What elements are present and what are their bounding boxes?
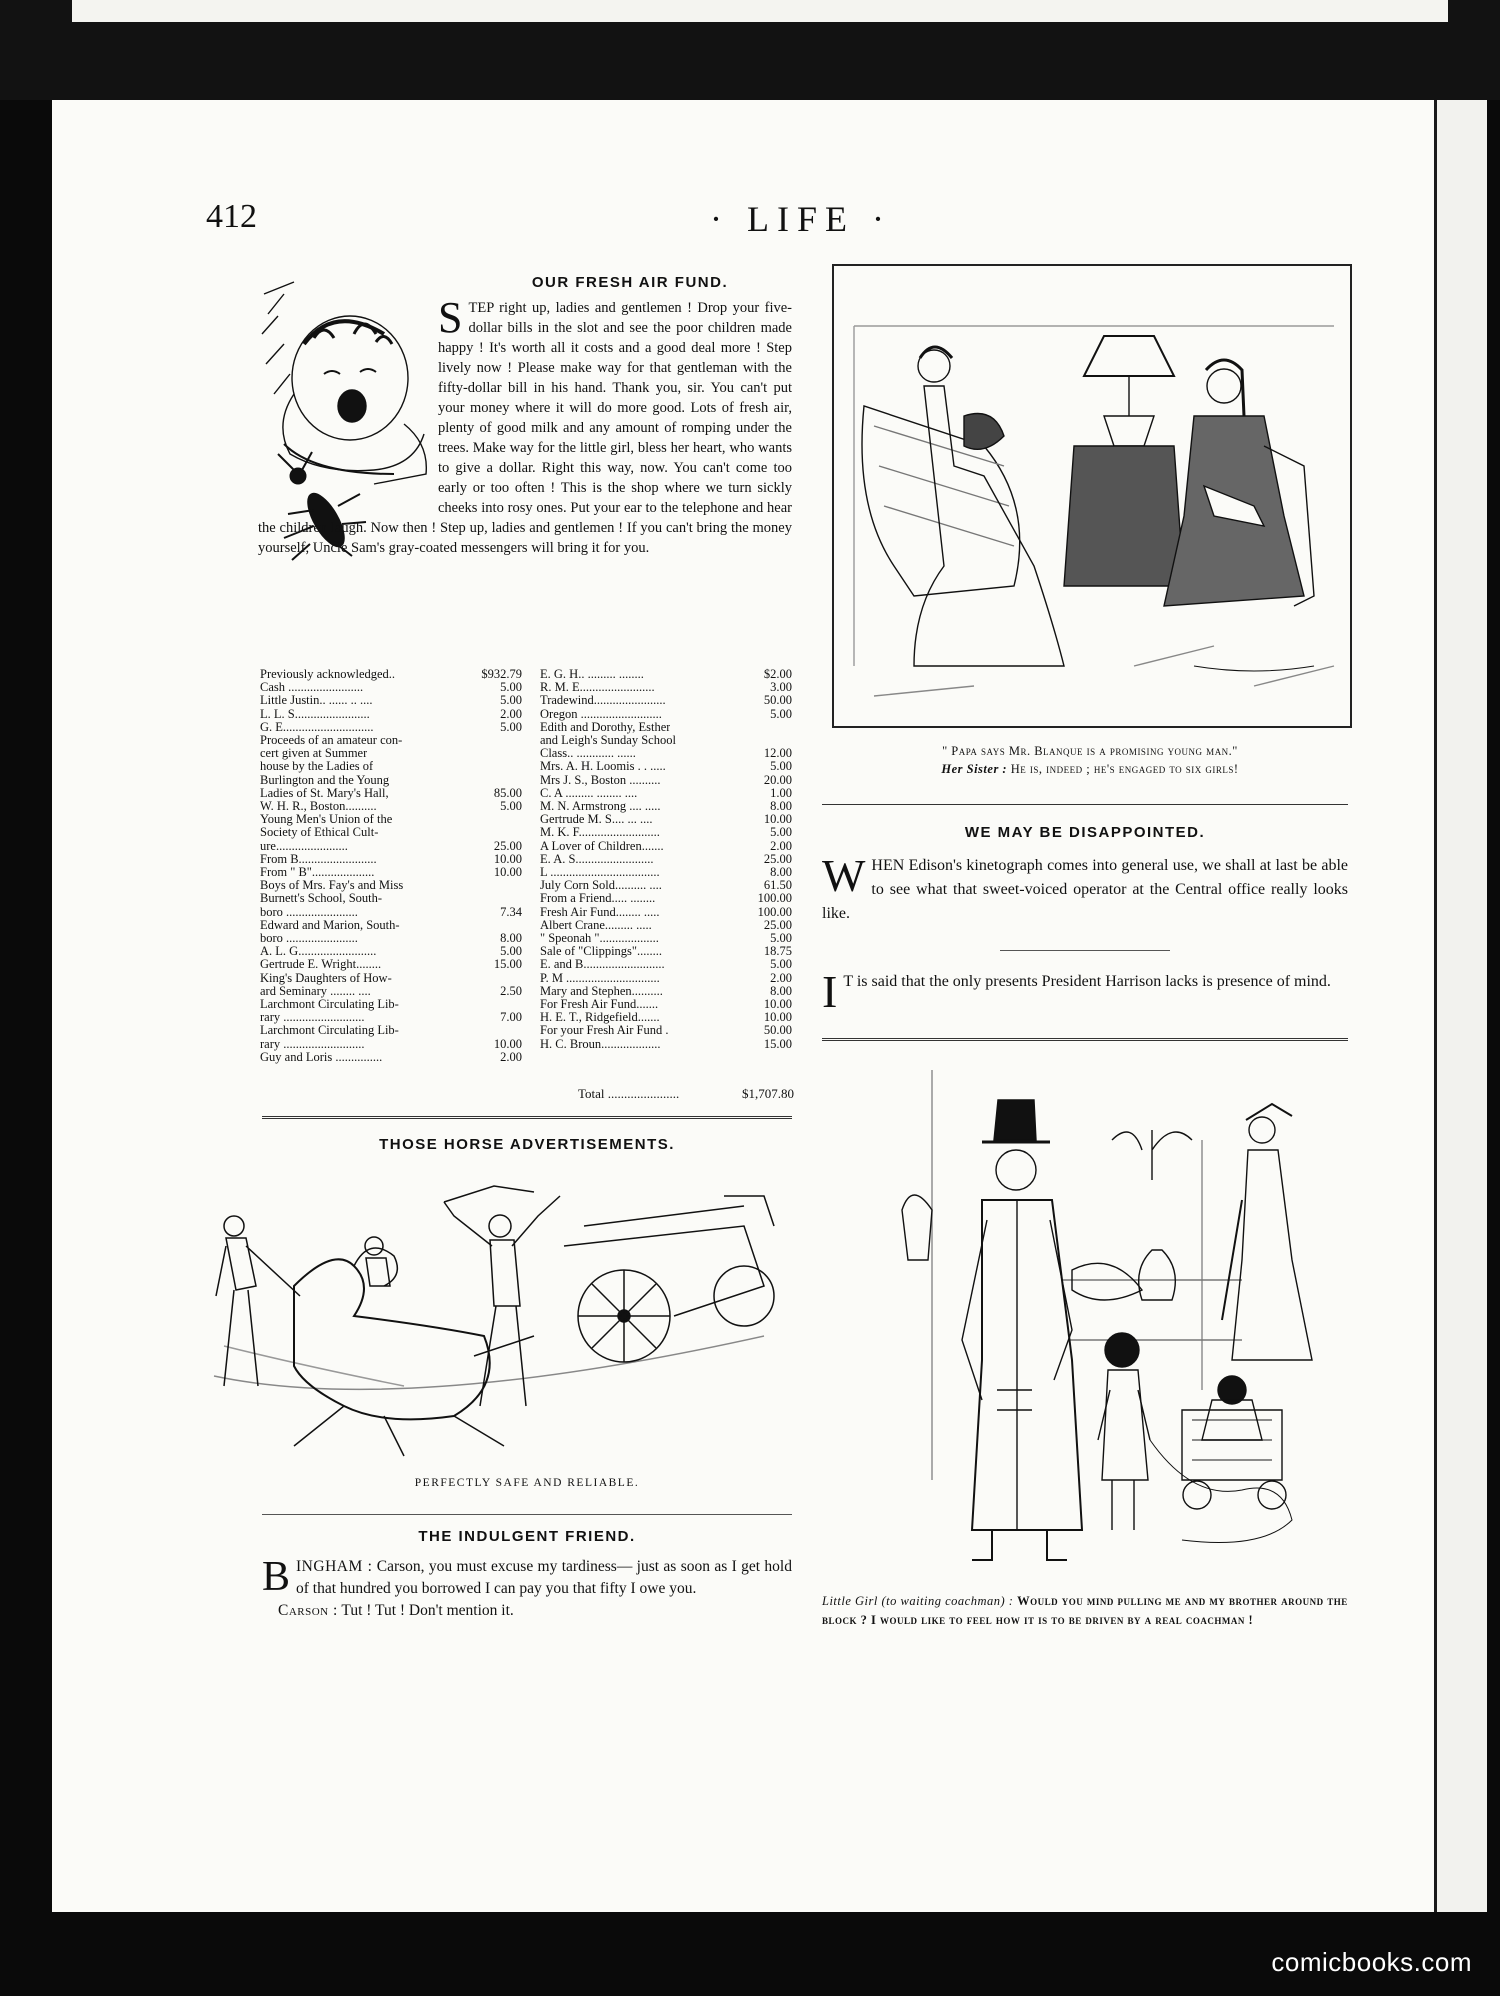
page-number: 412 (206, 198, 257, 235)
donor-name: Burnett's School, South- (260, 892, 383, 906)
donation-list-left (260, 668, 522, 1064)
harrison-text (822, 966, 1348, 1017)
donation-row (540, 892, 792, 905)
donor-name: M. K. F.......................... (540, 826, 660, 840)
donation-amount: 10.00 (493, 851, 522, 866)
donation-amount: $932.79 (481, 667, 522, 681)
fresh-air-body: TEP right up, ladies and gentlemen ! Drop your five-dollar bills in the slot and see the poor children made happy ! It's worth all it costs and a good deal more ! Step lively now ! Please make way for that gentleman with the fifty-dollar bill in his hand. Thank you, sir. You can't put your money where it will do more good. Lots of fresh air, plenty of good milk and any amount of romping under the trees. Make way for the little girl, bless her heart, who wants to give a dollar. Right this way, now. You can't come too early or too often ! This is the shop where we turn sickly cheeks into rosy ones. Put your ear to the telephone and hear the children laugh. Now then ! Step up, ladies and gentlemen ! If you can't bring the money yourself, Uncle Sam's gray-coated messengers will bring it for you. (258, 300, 792, 556)
donor-name: M. N. Armstrong .... ..... (540, 800, 661, 814)
donation-row (540, 1011, 792, 1024)
donation-amount: 8.00 (500, 931, 522, 946)
donation-amount: 1.00 (770, 785, 792, 800)
parlor-caption-line2: He is, indeed ; he's engaged to six girls! (1010, 762, 1239, 776)
donation-row (260, 774, 522, 787)
donation-row (540, 721, 792, 734)
donation-row (540, 985, 792, 998)
donation-row (260, 919, 522, 932)
donor-name: Edward and Marion, South- (260, 918, 400, 932)
donor-name: Mrs J. S., Boston .......... (540, 773, 661, 787)
donation-amount: 25.00 (763, 917, 792, 932)
donation-amount: 5.00 (770, 759, 792, 774)
donor-name: L. L. S........................ (260, 707, 370, 721)
donation-row (260, 760, 522, 773)
donation-row (260, 879, 522, 892)
parlor-illustration (832, 264, 1352, 728)
donation-row (260, 734, 522, 747)
donation-amount: 5.00 (500, 799, 522, 814)
donation-amount: 10.00 (763, 997, 792, 1012)
donor-name: Boys of Mrs. Fay's and Miss (260, 879, 404, 893)
disappointed-text (822, 850, 1348, 926)
donation-amount (518, 813, 522, 826)
donation-amount (518, 879, 522, 892)
donor-name: Fresh Air Fund........ ..... (540, 905, 660, 919)
horse-title: THOSE HORSE ADVERTISEMENTS. (379, 1136, 675, 1153)
donor-name: Gertrude M. S.... ... .... (540, 813, 653, 827)
donation-row (260, 853, 522, 866)
donation-row (260, 998, 522, 1011)
donation-row (540, 813, 792, 826)
donation-amount (518, 760, 522, 773)
donation-amount: 5.00 (770, 706, 792, 721)
donation-row (540, 945, 792, 958)
scan-border-top (0, 0, 1500, 100)
donation-total (578, 1086, 794, 1102)
indulgent-speaker-bingham: INGHAM : (296, 1558, 373, 1575)
donation-row (540, 853, 792, 866)
donation-amount: 10.00 (763, 1010, 792, 1025)
donation-total-label: Total ...................... (578, 1086, 680, 1101)
donor-name: Class.. ............ ...... (540, 747, 636, 761)
donor-name: Albert Crane......... ..... (540, 918, 652, 932)
coachman-caption (822, 1592, 1348, 1630)
donation-row (260, 813, 522, 826)
donor-name: cert given at Summer (260, 747, 368, 761)
donation-row (260, 985, 522, 998)
donation-amount: 100.00 (757, 891, 792, 906)
donation-amount: 18.75 (763, 944, 792, 959)
donor-name: ard Seminary ........ .... (260, 984, 371, 998)
donation-amount: 15.00 (763, 1036, 792, 1051)
section-divider (822, 1038, 1348, 1041)
donor-name: house by the Ladies of (260, 760, 374, 774)
donation-amount (518, 972, 522, 985)
donor-name: For Fresh Air Fund....... (540, 998, 659, 1012)
donation-row (260, 1011, 522, 1024)
donation-row (540, 826, 792, 839)
next-page-edge (1434, 100, 1487, 1912)
donation-row (260, 932, 522, 945)
masthead: · LIFE · (710, 199, 892, 239)
donor-name: " Speonah "................... (540, 932, 659, 946)
donor-name: rary .......................... (260, 1011, 365, 1025)
donation-row (260, 1038, 522, 1051)
donation-row (260, 668, 522, 681)
watermark: comicbooks.com (1271, 1947, 1472, 1977)
disappointed-dropcap: W (822, 850, 866, 901)
donor-name: boro ....................... (260, 905, 358, 919)
coachman-caption-text: Would you mind pulling me and my brother around the block ? I would like to feel how it is to be driven by a real coachman ! (822, 1594, 1348, 1627)
donor-name: Larchmont Circulating Lib- (260, 1024, 399, 1038)
donation-amount: 5.00 (500, 693, 522, 708)
donation-amount: 5.00 (500, 719, 522, 734)
donation-amount: 10.00 (493, 1036, 522, 1051)
harrison-body: T is said that the only presents President Harrison lacks is presence of mind. (843, 973, 1331, 990)
donation-amount: 3.00 (770, 680, 792, 695)
previous-page-edge (72, 0, 1448, 22)
donor-name: C. A ......... ........ .... (540, 786, 638, 800)
donation-row (540, 932, 792, 945)
donation-amount: 8.00 (770, 983, 792, 998)
donation-total-amount: $1,707.80 (742, 1086, 794, 1101)
donation-amount: 10.00 (493, 865, 522, 880)
donor-name: From a Friend..... ........ (540, 892, 656, 906)
parlor-caption-line1: " Papa says Mr. Blanque is a promising young man." (942, 744, 1238, 758)
donation-amount: 5.00 (770, 957, 792, 972)
horse-illustration (204, 1166, 792, 1466)
donation-amount: 85.00 (493, 785, 522, 800)
donor-name: Society of Ethical Cult- (260, 826, 379, 840)
harrison-dropcap: I (822, 966, 838, 1017)
donation-amount (788, 721, 792, 734)
donation-amount: 5.00 (500, 944, 522, 959)
donation-row (540, 998, 792, 1011)
donation-amount: 25.00 (763, 851, 792, 866)
donor-name: Oregon .......................... (540, 707, 662, 721)
indulgent-title: THE INDULGENT FRIEND. (418, 1528, 636, 1545)
indulgent-dropcap: B (262, 1554, 291, 1600)
donor-name: G. E............................. (260, 720, 374, 734)
donation-amount: 5.00 (500, 680, 522, 695)
donation-amount: 2.00 (770, 838, 792, 853)
donation-row (260, 694, 522, 707)
donation-row (540, 694, 792, 707)
donation-row (260, 906, 522, 919)
donor-name: E. G. H.. ......... ........ (540, 668, 644, 681)
donor-name: Tradewind....................... (540, 694, 666, 708)
indulgent-speaker-carson: Carson : (278, 1602, 338, 1619)
disappointed-body: HEN Edison's kinetograph comes into general use, we shall at last be able to see what that sweet-voiced operator at the Central office really looks like. (822, 857, 1348, 922)
donor-name: H. E. T., Ridgefield....... (540, 1011, 660, 1025)
donation-amount (518, 734, 522, 747)
donation-amount: 2.00 (770, 970, 792, 985)
donor-name: E. and B.......................... (540, 958, 665, 972)
donor-name: Gertrude E. Wright........ (260, 958, 382, 972)
section-divider (822, 804, 1348, 805)
donor-name: ure....................... (260, 839, 348, 853)
donation-amount: 2.00 (500, 1049, 522, 1064)
donation-row (260, 800, 522, 813)
donation-row (540, 787, 792, 800)
donation-amount: 100.00 (757, 904, 792, 919)
fresh-air-text (258, 293, 792, 558)
donation-amount: $2.00 (763, 667, 792, 681)
donor-name: R. M. E........................ (540, 681, 655, 695)
donor-name: H. C. Broun................... (540, 1037, 661, 1051)
coachman-caption-speaker: Little Girl (to waiting coachman) : (822, 1594, 1014, 1608)
donation-row (540, 972, 792, 985)
donor-name: A. L. G......................... (260, 945, 377, 959)
indulgent-line2: Tut ! Tut ! Don't mention it. (341, 1602, 514, 1619)
donation-row (260, 747, 522, 760)
donation-amount (518, 826, 522, 839)
donor-name: Young Men's Union of the (260, 813, 393, 827)
donation-amount: 61.50 (763, 878, 792, 893)
donation-row (260, 945, 522, 958)
donor-name: and Leigh's Sunday School (540, 734, 676, 748)
disappointed-title: WE MAY BE DISAPPOINTED. (964, 824, 1206, 841)
donation-row (260, 826, 522, 839)
donation-row (540, 958, 792, 971)
donation-row (540, 708, 792, 721)
donation-amount (518, 747, 522, 760)
donation-row (540, 1038, 792, 1051)
donation-amount: 10.00 (763, 812, 792, 827)
donation-row (260, 958, 522, 971)
donation-row (260, 866, 522, 879)
donation-amount: 8.00 (770, 799, 792, 814)
donation-row (260, 787, 522, 800)
donation-amount: 2.50 (500, 983, 522, 998)
donation-row (540, 668, 792, 681)
donation-amount: 12.00 (763, 746, 792, 761)
donation-amount: 7.34 (500, 904, 522, 919)
short-divider (1000, 950, 1170, 951)
donation-amount (518, 892, 522, 905)
donation-row (540, 760, 792, 773)
donation-list-right (540, 668, 792, 1051)
donor-name: Larchmont Circulating Lib- (260, 998, 399, 1012)
fresh-air-dropcap: S (438, 293, 463, 342)
donor-name: From B......................... (260, 852, 377, 866)
donation-row (260, 1051, 522, 1064)
donor-name: Guy and Loris ............... (260, 1050, 383, 1064)
donation-amount (518, 774, 522, 787)
donor-name: Little Justin.. ...... .. .... (260, 694, 373, 708)
donation-amount: 2.00 (500, 706, 522, 721)
donor-name: L ................................... (540, 866, 660, 880)
parlor-caption (832, 742, 1348, 778)
donation-row (540, 919, 792, 932)
donor-name: P. M .............................. (540, 971, 660, 985)
donation-amount: 20.00 (763, 772, 792, 787)
indulgent-line1: Carson, you must excuse my tardiness— just as soon as I get hold of that hundred you borrowed I can pay you that fifty I owe you. (296, 1558, 792, 1597)
donor-name: Previously acknowledged.. (260, 668, 396, 681)
donation-amount (518, 1024, 522, 1037)
donor-name: Mrs. A. H. Loomis . . ..... (540, 760, 666, 774)
fresh-air-title: OUR FRESH AIR FUND. (531, 274, 729, 291)
donation-row (540, 681, 792, 694)
donation-amount: 5.00 (770, 931, 792, 946)
donor-name: Ladies of St. Mary's Hall, (260, 786, 389, 800)
donor-name: Mary and Stephen.......... (540, 984, 663, 998)
donor-name: From " B".................... (260, 866, 375, 880)
horse-caption: PERFECTLY SAFE AND RELIABLE. (414, 1477, 640, 1489)
donation-row (260, 972, 522, 985)
donation-row (540, 774, 792, 787)
donation-amount: 50.00 (763, 1023, 792, 1038)
donor-name: Burlington and the Young (260, 773, 390, 787)
donation-row (260, 681, 522, 694)
donation-amount: 15.00 (493, 957, 522, 972)
donation-row (540, 800, 792, 813)
donor-name: Cash ........................ (260, 681, 364, 695)
donor-name: Sale of "Clippings"........ (540, 945, 663, 959)
donor-name: W. H. R., Boston.......... (260, 800, 377, 814)
donation-row (260, 1024, 522, 1037)
donation-row (540, 906, 792, 919)
donation-amount: 25.00 (493, 838, 522, 853)
donation-row (260, 892, 522, 905)
donation-row (260, 840, 522, 853)
donation-amount: 5.00 (770, 825, 792, 840)
parlor-caption-speaker: Her Sister : (941, 762, 1008, 776)
donor-name: For your Fresh Air Fund . (540, 1024, 669, 1038)
donation-row (540, 866, 792, 879)
donation-row (260, 708, 522, 721)
donation-row (260, 721, 522, 734)
donation-row (540, 1024, 792, 1037)
coachman-illustration (822, 1060, 1348, 1582)
donor-name: A Lover of Children....... (540, 839, 664, 853)
section-divider (262, 1116, 792, 1119)
donation-row (540, 734, 792, 747)
donor-name: E. A. S......................... (540, 852, 654, 866)
donation-row (540, 840, 792, 853)
donation-row (540, 879, 792, 892)
donation-row (540, 747, 792, 760)
donor-name: Proceeds of an amateur con- (260, 734, 403, 748)
indulgent-text (262, 1556, 792, 1622)
donation-amount: 7.00 (500, 1010, 522, 1025)
donor-name: July Corn Sold.......... .... (540, 879, 662, 893)
donor-name: King's Daughters of How- (260, 971, 392, 985)
donor-name: boro ....................... (260, 932, 358, 946)
donor-name: rary .......................... (260, 1037, 365, 1051)
donation-amount: 50.00 (763, 693, 792, 708)
donor-name: Edith and Dorothy, Esther (540, 720, 671, 734)
donation-amount: 8.00 (770, 865, 792, 880)
section-divider (262, 1514, 792, 1515)
